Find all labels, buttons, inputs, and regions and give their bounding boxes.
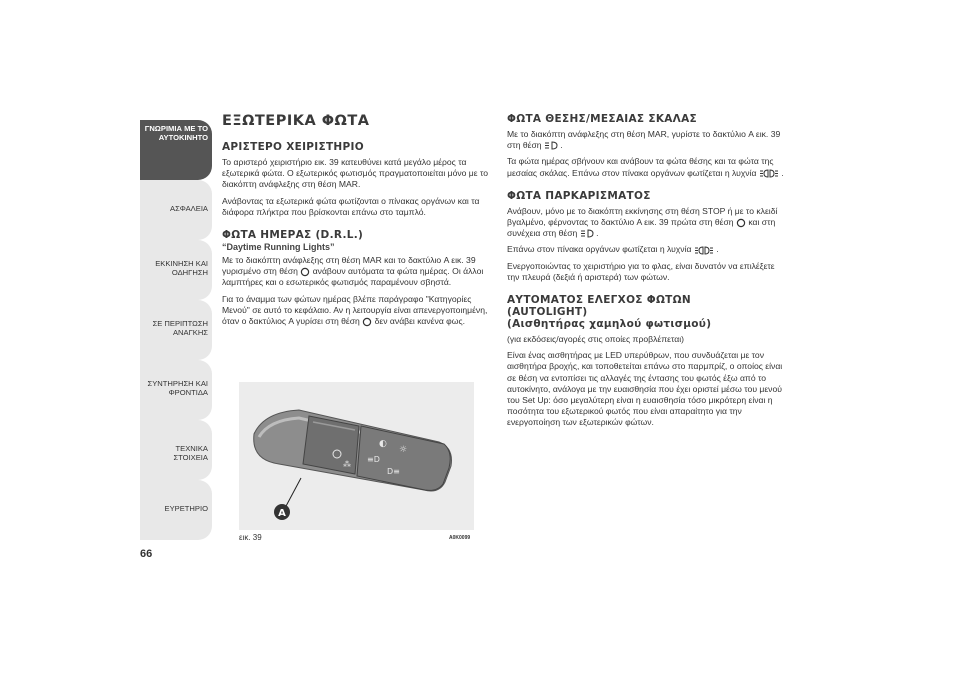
note: (για εκδόσεις/αγορές στις οποίες προβλέπεται): [507, 334, 684, 345]
dipped-beam-icon: [544, 141, 558, 150]
stalk-illustration: [239, 382, 474, 530]
section-heading-drl: ΦΩΤΑ ΗΜΕΡΑΣ (D.R.L.): [222, 229, 364, 242]
text-run: Τα φώτα ημέρας σβήνουν και ανάβουν τα φώτα θέσης και τα φώτα της μεσαίας σκάλας. Επάνω στον πίνακα οργάνων φωτίζεται η λυχνία: [507, 156, 774, 178]
left-column: [222, 113, 492, 332]
tab-label-line: ΤΕΧΝΙΚΑ ΣΤΟΙΧΕΙΑ: [173, 444, 208, 462]
svg-text:☼: ☼: [399, 445, 408, 455]
tab-starting-driving[interactable]: [140, 240, 212, 300]
text-run: Για το άναμμα των φώτων ημέρας βλέπε παράγραφο "Κατηγορίες Μενού" σε αυτό το κεφάλαιο. Αν η λειτουργία είναι απενεργοποιημένη, όταν ο δακτύλιος A γυρίσει στη θέση: [222, 293, 488, 327]
tab-label-line: ΟΔΗΓΗΣΗ: [171, 268, 208, 277]
right-column: [507, 113, 787, 434]
side-lights-icon: [694, 246, 714, 255]
svg-text:⁂: ⁂: [343, 460, 351, 469]
page-number: 66: [140, 548, 153, 560]
paragraph: [222, 294, 492, 328]
paragraph: [507, 156, 787, 178]
section-heading-parking-lights: ΦΩΤΑ ΠΑΡΚΑΡΙΣΜΑΤΟΣ: [507, 189, 651, 202]
tab-emergency[interactable]: [140, 300, 212, 360]
tab-label-line: ΕΚΚΙΝΗΣΗ ΚΑΙ: [155, 259, 208, 268]
text-run: .: [781, 167, 784, 178]
stalk-drawing: [239, 382, 474, 530]
tab-technical-data[interactable]: [140, 420, 212, 480]
tab-safety[interactable]: [140, 180, 212, 240]
paragraph: [507, 244, 787, 255]
tab-label-line: ΓΝΩΡΙΜΙΑ ΜΕ ΤΟ: [144, 124, 208, 133]
tab-maintenance[interactable]: [140, 360, 212, 420]
tab-label-line: ΦΡΟΝΤΙΔΑ: [168, 388, 208, 397]
text-run: Με το διακόπτη ανάφλεξης στη θέση MAR και το δακτύλιο A εικ. 39 γυρισμένο στη θέση: [222, 255, 476, 277]
tab-label-line: ΑΥΤΟΚΙΝΗΤΟ: [158, 133, 208, 142]
text-run: .: [716, 244, 719, 255]
paragraph: [507, 129, 787, 151]
paragraph: Το αριστερό χειριστήριο εικ. 39 κατευθύνει κατά μεγάλο μέρος τα εξωτερικά φώτα. Ο εξωτερικός φωτισμός πραγματοποιείται μόνο με το διακόπτη ανάφλεξης στη θέση MAR.: [222, 157, 489, 190]
dipped-beam-icon: [580, 229, 594, 238]
heading-line: ΑΥΤΟΜΑΤΟΣ ΕΛΕΓΧΟΣ ΦΩΤΩΝ: [507, 294, 691, 307]
tab-label-line: ΣΥΝΤΗΡΗΣΗ ΚΑΙ: [147, 379, 208, 388]
paragraph: Ανάβοντας τα εξωτερικά φώτα φωτίζονται ο πίνακας οργάνων και τα διάφορα πλήκτρα που βρίσκονται επάνω στο ταμπλό.: [222, 195, 480, 217]
text-run: .: [560, 140, 563, 151]
text-run: και στη συνέχεια στη θέση: [507, 217, 776, 239]
section-heading-autolight: [507, 294, 787, 330]
side-lights-icon: [759, 169, 779, 178]
tab-label-line: ΑΣΦΑΛΕΙΑ: [170, 204, 208, 213]
tab-label-line: ΕΥΡΕΤΗΡΙΟ: [164, 504, 208, 513]
section-subtitle: “Daytime Running Lights”: [222, 242, 335, 253]
svg-text:≡D: ≡D: [367, 455, 380, 464]
paragraph: Είναι ένας αισθητήρας με LED υπερύθρων, που συνδυάζεται με τον αισθητήρα βροχής, και τοποθετείται επάνω στο παρμπρίζ, ο οποίος είναι σε θέση να εντοπίσει τις αλλαγές της έντασης του φωτός έξω από το αυτοκίνητο, ανάλογα με την ευαισθησία που έχει οριστεί μέσω του μενού του Set Up: όσο μεγαλύτερη είναι η ευαισθησία τόσο μικρότερη είναι η ποσότητα του εξωτερικού φωτός που είναι απαραίτητο για την ενεργοποίηση των εξωτερικών φώτων.: [507, 350, 783, 428]
figure-code: A0K0099: [449, 535, 471, 541]
heading-line: (Αισθητήρας χαμηλού φωτισμού): [507, 318, 712, 331]
figure-caption: εικ. 39: [239, 533, 262, 542]
text-run: Επάνω στον πίνακα οργάνων φωτίζεται η λυχνία: [507, 244, 692, 255]
callout-label: A: [278, 508, 286, 519]
paragraph: [507, 206, 787, 240]
section-heading-position-lights: ΦΩΤΑ ΘΕΣΗΣ/ΜΕΣΑΙΑΣ ΣΚΑΛΑΣ: [507, 113, 698, 125]
text-run: ανάβουν αυτόματα τα φώτα ημέρας. Οι άλλοι λαμπτήρες και ο εσωτερικός φωτισμός παραμένουν σβηστά.: [222, 266, 484, 288]
heading-line: (AUTOLIGHT): [507, 306, 588, 319]
chapter-sidebar: [140, 120, 212, 545]
off-position-icon: [300, 267, 310, 277]
tab-label-line: ΣΕ ΠΕΡΙΠΤΩΣΗ: [152, 319, 208, 328]
text-run: Ανάβουν, μόνο με το διακόπτη εκκίνησης στη θέση STOP ή με το κλειδί βγαλμένο, φέρνοντας το δακτύλιο A εικ. 39 πρώτα στη θέση: [507, 205, 778, 228]
text-run: Με το διακόπτη ανάφλεξης στη θέση MAR, γυρίστε το δακτύλιο A εικ. 39 στη θέση: [507, 129, 781, 151]
tab-label-line: ΑΝΑΓΚΗΣ: [172, 328, 208, 337]
paragraph: [222, 255, 492, 289]
svg-text:◐: ◐: [379, 439, 387, 449]
svg-text:D≡: D≡: [387, 467, 400, 476]
text-run: .: [596, 228, 599, 239]
paragraph: Ενεργοποιώντας το χειριστήριο για το φλας, είναι δυνατόν να επιλέξετε την πλευρά (δεξιά ή αριστερά) των φώτων.: [507, 260, 775, 282]
tab-getting-to-know-car[interactable]: [140, 120, 212, 180]
off-position-icon: [362, 317, 372, 327]
page-title: ΕΞΩΤΕΡΙΚΑ ΦΩΤΑ: [222, 113, 370, 129]
section-heading-left-stalk: ΑΡΙΣΤΕΡΟ ΧΕΙΡΙΣΤΗΡΙΟ: [222, 141, 364, 153]
off-position-icon: [736, 218, 746, 228]
tab-index[interactable]: [140, 480, 212, 540]
text-run: δεν ανάβει κανένα φως.: [374, 316, 465, 327]
